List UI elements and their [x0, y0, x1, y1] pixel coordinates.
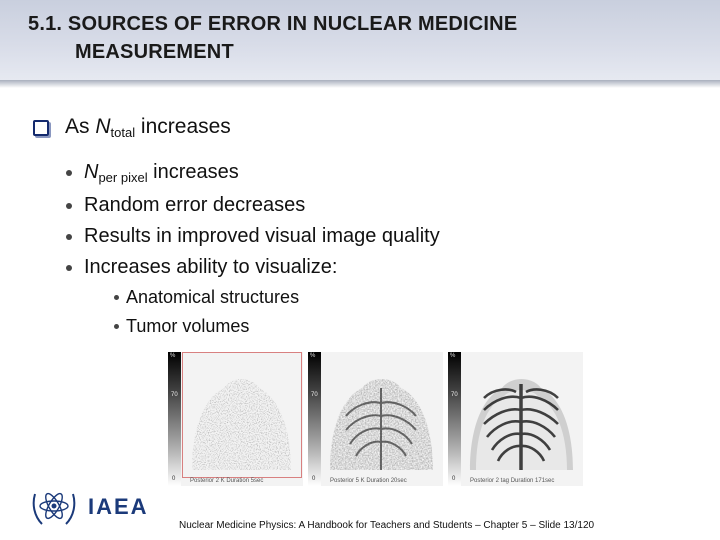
- bullet-text: Random error decreases: [84, 194, 306, 216]
- scale-label: 0: [172, 476, 176, 482]
- bullet-item: [66, 161, 239, 185]
- high-count-scan-image: [464, 358, 579, 474]
- scan-image-panel: [448, 352, 583, 486]
- sub-bullet-text: Anatomical structures: [126, 287, 300, 307]
- main-bullet-text: As $N_{total}$ increases: [65, 115, 231, 140]
- bullet-item: [66, 225, 440, 248]
- bullet-item: [66, 256, 337, 279]
- svg-text:IAEA: IAEA: [88, 494, 149, 519]
- scale-label: %: [310, 353, 316, 359]
- low-count-scan-image: [184, 358, 299, 474]
- intensity-scale-bar: [168, 352, 181, 486]
- bullet-text: Increases ability to visualize:: [84, 256, 338, 278]
- scale-label: 0: [452, 476, 456, 482]
- bullet-dot-icon: [66, 170, 72, 176]
- image-caption: Posterior 2 K Duration 5sec: [190, 478, 264, 484]
- scale-label: 70: [171, 392, 178, 398]
- scale-label: 70: [311, 392, 318, 398]
- checkbox-bullet-icon: [33, 120, 49, 136]
- image-caption: Posterior 5 K Duration 20sec: [330, 478, 407, 484]
- iaea-logo: [30, 484, 154, 530]
- intensity-scale-bar: [308, 352, 321, 486]
- bullet-dot-icon: [114, 324, 119, 329]
- bullet-item: [66, 194, 305, 217]
- medium-count-scan-image: [324, 358, 439, 474]
- slide-footer: Nuclear Medicine Physics: A Handbook for Teachers and Students – Chapter 5 – Slide 13/120: [179, 520, 595, 531]
- intensity-scale-bar: [448, 352, 461, 486]
- scan-image-panel: [308, 352, 443, 486]
- slide-title: [28, 10, 517, 66]
- image-caption: Posterior 2 tag Duration 171sec: [470, 478, 555, 484]
- sub-bullet-item: [114, 316, 249, 337]
- bullet-dot-icon: [66, 265, 72, 271]
- scale-label: %: [170, 353, 176, 359]
- title-line-1: 5.1. SOURCES OF ERROR IN NUCLEAR MEDICINE: [28, 13, 518, 35]
- title-bar-shadow: [0, 80, 720, 88]
- title-line-2: MEASUREMENT: [75, 41, 234, 63]
- sub-bullet-text: Tumor volumes: [126, 316, 250, 336]
- scan-image-panel: [168, 352, 303, 486]
- sub-bullet-item: [114, 287, 299, 308]
- scale-label: %: [450, 353, 456, 359]
- bullet-dot-icon: [114, 295, 119, 300]
- bullet-dot-icon: [66, 234, 72, 240]
- main-bullet: [33, 115, 231, 140]
- bullet-text: Results in improved visual image quality: [84, 225, 440, 247]
- bullet-dot-icon: [66, 203, 72, 209]
- scale-label: 0: [312, 476, 316, 482]
- scale-label: 70: [451, 392, 458, 398]
- bullet-text: $N_{per pixel}$ increases: [84, 161, 239, 185]
